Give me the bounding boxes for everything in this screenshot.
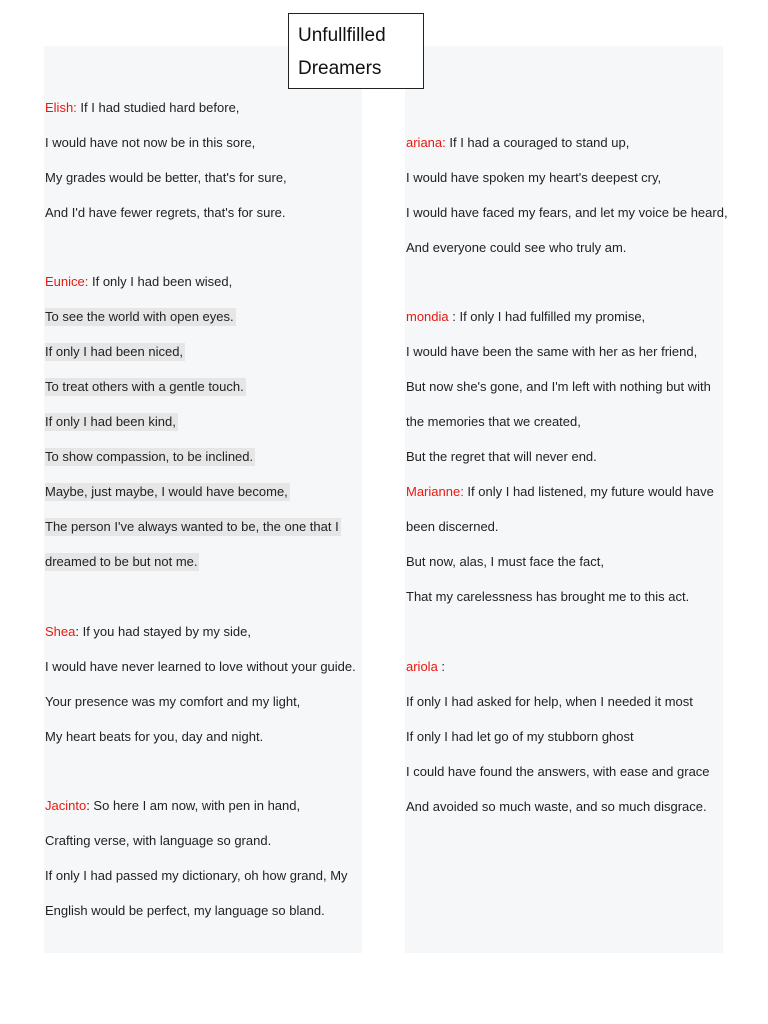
jacinto-line-2: Crafting verse, with language so grand.	[45, 833, 272, 848]
marianne-line-2: been discerned.	[406, 519, 499, 534]
speaker-marianne: Marianne:	[406, 484, 464, 499]
eunice-line-7: Maybe, just maybe, I would have become,	[45, 484, 288, 499]
eunice-first-line	[45, 273, 232, 291]
eunice-line-9: dreamed to be but not me.	[45, 554, 198, 569]
jacinto-line-text: : So here I am now, with pen in hand,	[86, 798, 301, 813]
eunice-line-4: To treat others with a gentle touch.	[45, 379, 244, 394]
elish-line-2: I would have not now be in this sore,	[45, 135, 256, 150]
speaker-elish: Elish:	[45, 100, 77, 115]
elish-line-4: And I'd have fewer regrets, that's for sure.	[45, 205, 286, 220]
speaker-ariola: ariola	[406, 659, 438, 674]
eunice-line-5: If only I had been kind,	[45, 414, 176, 429]
marianne-line-3: But now, alas, I must face the fact,	[406, 554, 604, 569]
eunice-line-6: To show compassion, to be inclined.	[45, 449, 254, 464]
speaker-eunice: Eunice:	[45, 274, 89, 289]
mondia-line-5: But the regret that will never end.	[406, 449, 597, 464]
elish-line-3: My grades would be better, that's for sure,	[45, 170, 287, 185]
shea-first-line	[45, 623, 251, 641]
ariola-line-4: I could have found the answers, with ease and grace	[406, 764, 710, 779]
title-line-1: Unfullfilled	[298, 25, 386, 46]
marianne-first-line	[406, 483, 714, 501]
ariola-first-line	[406, 658, 445, 676]
jacinto-line-4: English would be perfect, my language so bland.	[45, 903, 325, 918]
elish-line-text: If I had studied hard before,	[76, 100, 240, 115]
marianne-line-text: If only I had listened, my future would have	[463, 484, 714, 499]
shea-line-4: My heart beats for you, day and night.	[45, 729, 264, 744]
title-box	[288, 13, 424, 89]
mondia-line-2: I would have been the same with her as her friend,	[406, 344, 698, 359]
ariola-line-5: And avoided so much waste, and so much disgrace.	[406, 799, 707, 814]
jacinto-first-line	[45, 797, 300, 815]
mondia-first-line	[406, 308, 645, 326]
ariana-line-3: I would have faced my fears, and let my voice be heard,	[406, 205, 728, 220]
ariana-line-text: If I had a couraged to stand up,	[445, 135, 630, 150]
speaker-mondia: mondia	[406, 309, 449, 324]
shea-line-2: I would have never learned to love without your guide.	[45, 659, 356, 674]
shea-line-3: Your presence was my comfort and my light,	[45, 694, 301, 709]
speaker-ariana: ariana:	[406, 135, 446, 150]
eunice-line-3: If only I had been niced,	[45, 344, 184, 359]
eunice-line-8: The person I've always wanted to be, the one that I	[45, 519, 339, 534]
shea-line-text: : If you had stayed by my side,	[75, 624, 251, 639]
ariana-line-2: I would have spoken my heart's deepest cry,	[406, 170, 662, 185]
mondia-line-4: the memories that we created,	[406, 414, 581, 429]
mondia-line-text: : If only I had fulfilled my promise,	[448, 309, 646, 324]
speaker-shea: Shea	[45, 624, 76, 639]
elish-first-line	[45, 99, 239, 117]
title-line-2: Dreamers	[298, 58, 382, 79]
ariana-line-4: And everyone could see who truly am.	[406, 240, 627, 255]
eunice-line-2: To see the world with open eyes.	[45, 309, 234, 324]
ariana-first-line	[406, 134, 629, 152]
ariola-line-2: If only I had asked for help, when I needed it most	[406, 694, 693, 709]
ariola-line-3: If only I had let go of my stubborn ghost	[406, 729, 634, 744]
mondia-line-3: But now she's gone, and I'm left with nothing but with	[406, 379, 711, 394]
speaker-jacinto: Jacinto	[45, 798, 87, 813]
eunice-line-text: If only I had been wised,	[88, 274, 233, 289]
ariola-line-text: :	[437, 659, 446, 674]
jacinto-line-3: If only I had passed my dictionary, oh how grand, My	[45, 868, 348, 883]
marianne-line-4: That my carelessness has brought me to this act.	[406, 589, 690, 604]
